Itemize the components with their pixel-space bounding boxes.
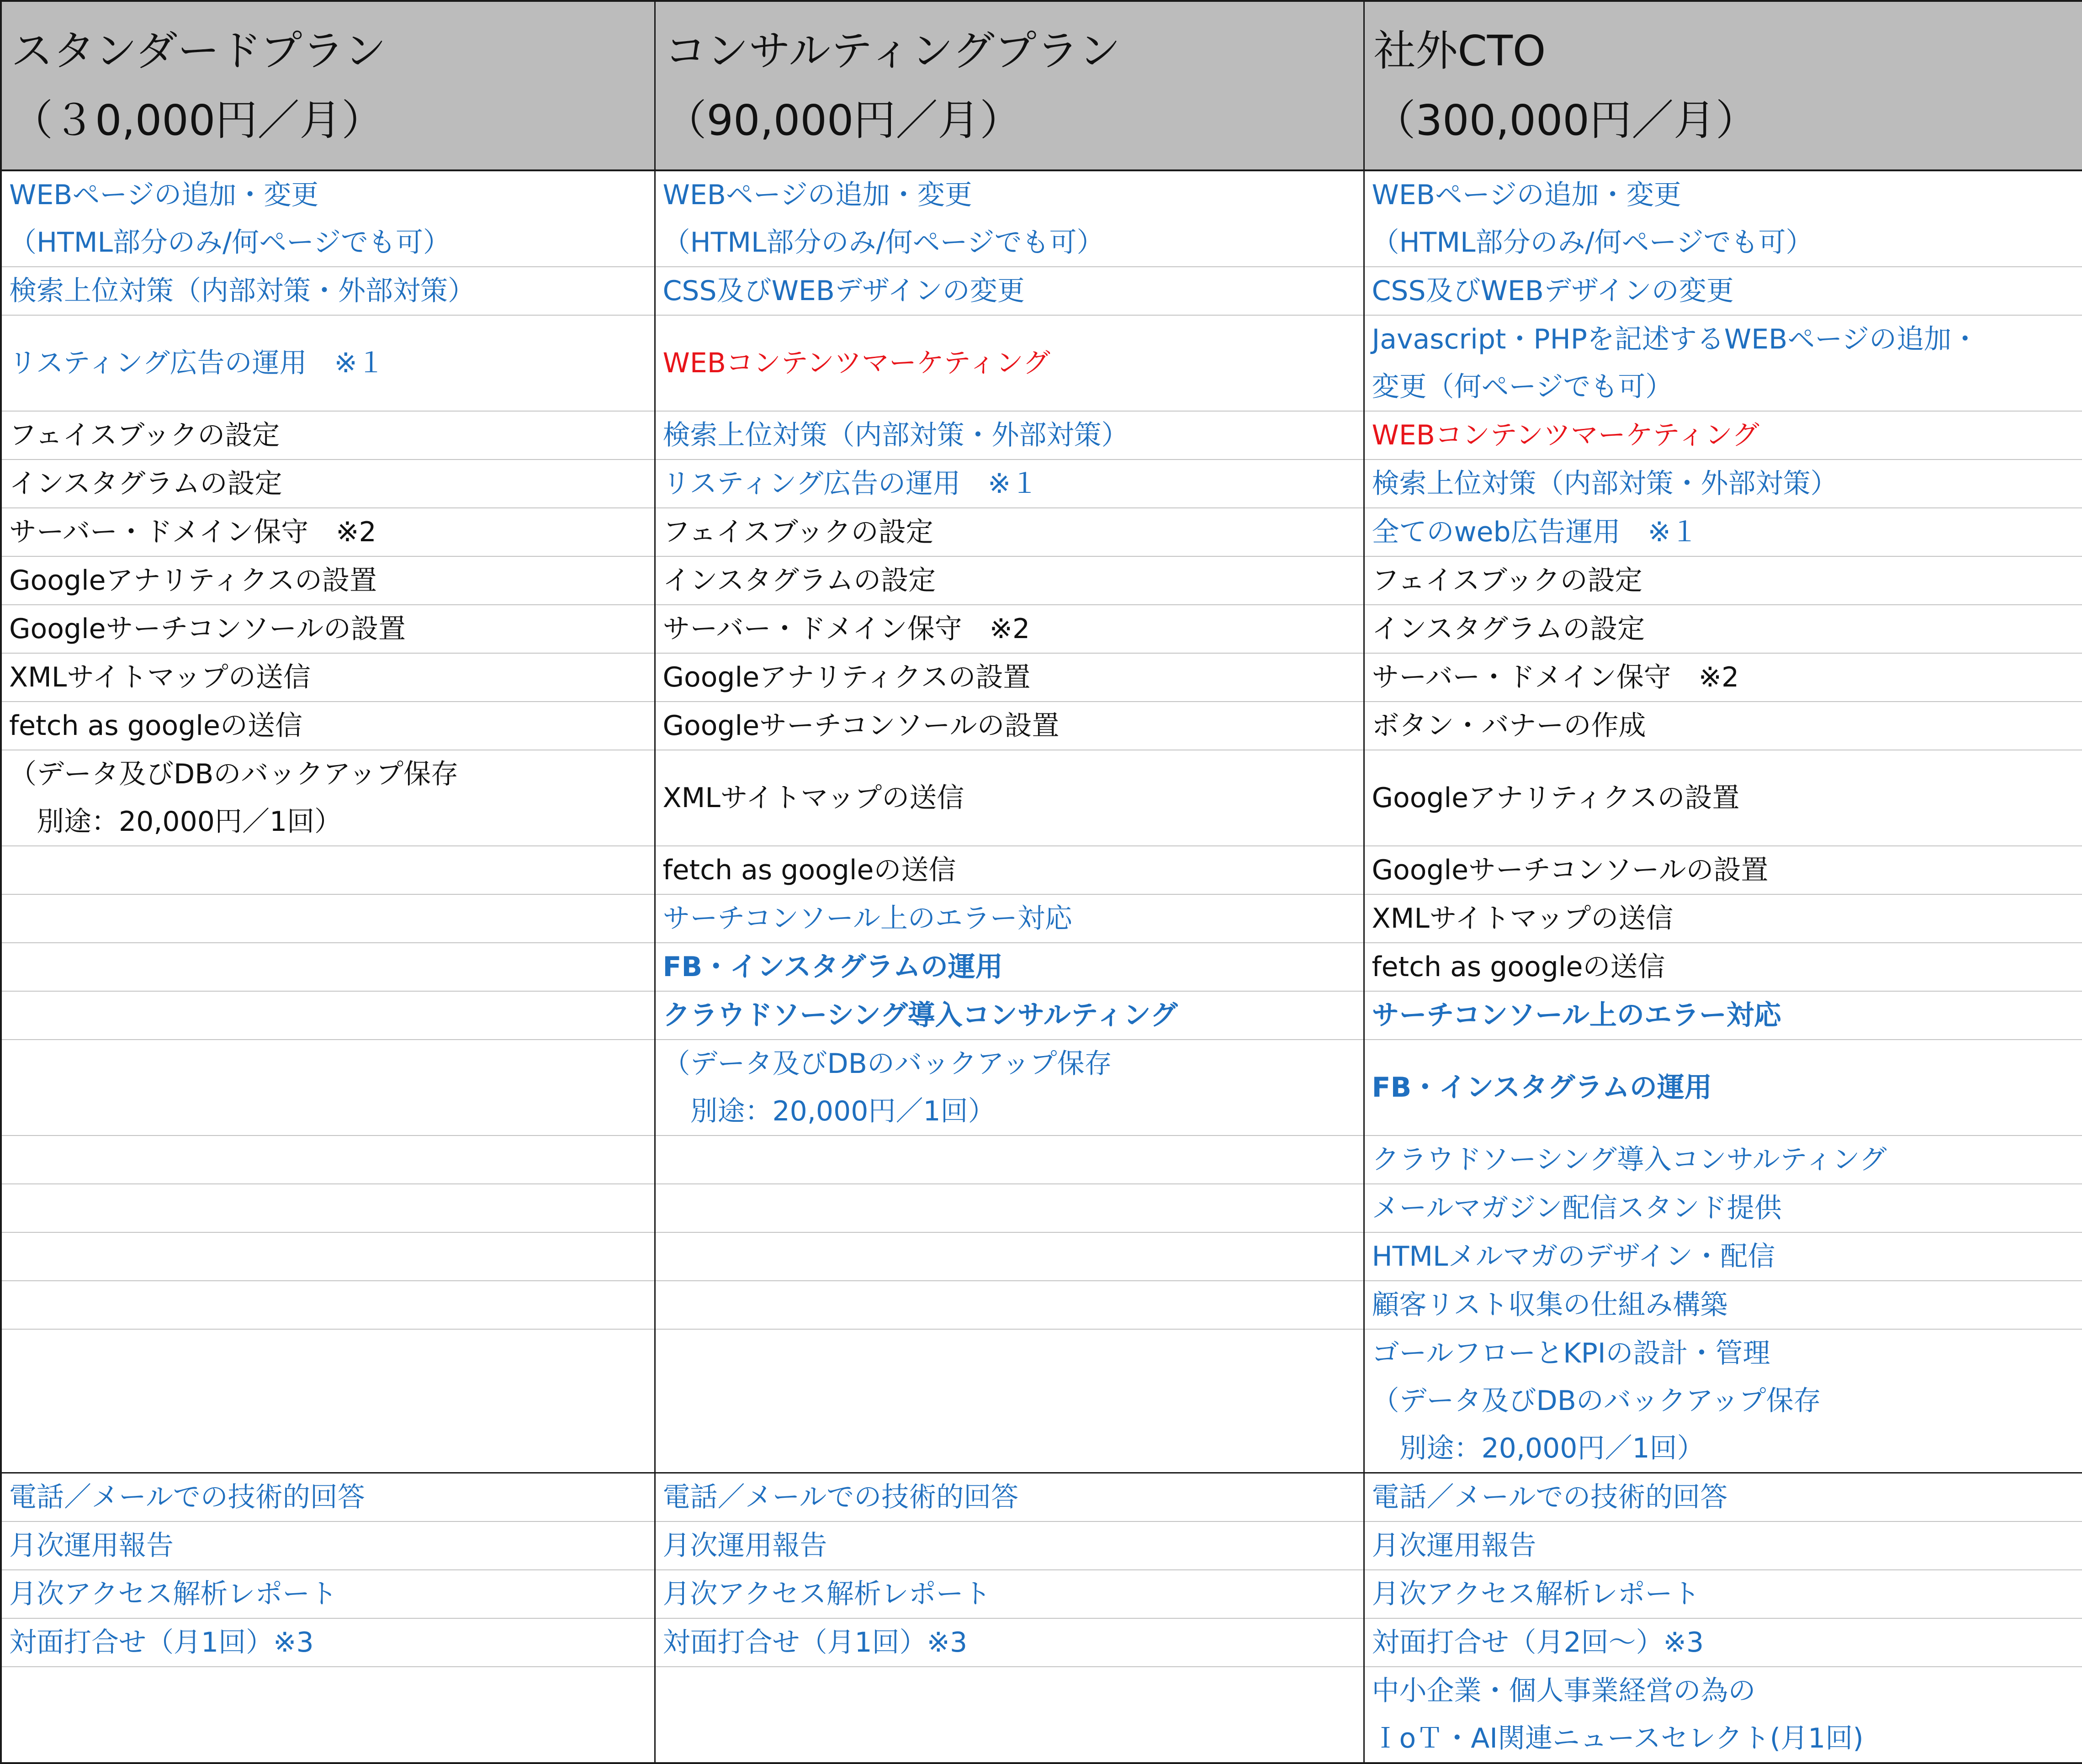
- cell-standard: [1, 605, 655, 653]
- cell-cto: [1364, 846, 2082, 894]
- table-row: [1, 1232, 2082, 1281]
- table-row: [1, 943, 2082, 991]
- cell-consulting: [655, 170, 1364, 267]
- feature-line: 月次アクセス解析レポート: [663, 1570, 1363, 1618]
- feature-line: WEBページの追加・変更: [9, 171, 654, 219]
- cell-standard: [1, 653, 655, 702]
- feature-line: フェイスブックの設定: [663, 508, 1363, 556]
- feature-line: ＩoＴ・AI関連ニュースセレクト(月1回): [1372, 1715, 2082, 1762]
- cell-cto: [1364, 1329, 2082, 1473]
- table-row: [1, 750, 2082, 846]
- cell-cto: [1364, 653, 2082, 702]
- feature-line: Googleサーチコンソールの設置: [9, 605, 654, 653]
- cell-cto: [1364, 991, 2082, 1040]
- table-row: [1, 1136, 2082, 1184]
- feature-line: （HTML部分のみ/何ページでも可）: [1372, 219, 2082, 266]
- cell-consulting: [655, 1473, 1364, 1522]
- feature-line: CSS及びWEBデザインの変更: [663, 267, 1363, 315]
- plan-price: （90,000円／月）: [665, 86, 1363, 155]
- table-row: [1, 1184, 2082, 1232]
- feature-line: WEBコンテンツマーケティング: [663, 339, 1363, 387]
- plan-name: コンサルティングプラン: [665, 16, 1363, 86]
- cell-standard: [1, 556, 655, 605]
- cell-cto: [1364, 411, 2082, 459]
- cell-standard: [1, 1040, 655, 1136]
- cell-standard: [1, 411, 655, 459]
- feature-line: FB・インスタグラムの運用: [1372, 1064, 2082, 1111]
- cell-standard: [1, 1521, 655, 1570]
- cell-consulting: [655, 750, 1364, 846]
- feature-line: 別途：20,000円／1回）: [9, 798, 654, 845]
- cell-consulting: [655, 702, 1364, 750]
- table-row: [1, 267, 2082, 315]
- feature-line: 月次運用報告: [663, 1522, 1363, 1569]
- feature-line: WEBページの追加・変更: [663, 171, 1363, 219]
- table-row: [1, 846, 2082, 894]
- feature-line: インスタグラムの設定: [9, 460, 654, 507]
- feature-line: 別途：20,000円／1回）: [1372, 1425, 2082, 1472]
- cell-consulting: [655, 1521, 1364, 1570]
- cell-consulting: [655, 1570, 1364, 1618]
- cell-consulting: [655, 1667, 1364, 1763]
- feature-line: 顧客リスト収集の仕組み構築: [1372, 1281, 2082, 1329]
- feature-line: fetch as googleの送信: [663, 846, 1363, 894]
- table-row: [1, 1473, 2082, 1522]
- table-row: [1, 508, 2082, 556]
- cell-standard: [1, 508, 655, 556]
- table-row: [1, 991, 2082, 1040]
- feature-line: 電話／メールでの技術的回答: [9, 1474, 654, 1521]
- table-row: [1, 702, 2082, 750]
- table-row: [1, 315, 2082, 411]
- cell-cto: [1364, 702, 2082, 750]
- feature-line: （データ及びDBのバックアップ保存: [663, 1040, 1363, 1088]
- table-row: [1, 411, 2082, 459]
- cell-consulting: [655, 1040, 1364, 1136]
- feature-line: 変更（何ページでも可）: [1372, 363, 2082, 411]
- feature-line: XMLサイトマップの送信: [1372, 895, 2082, 942]
- cell-consulting: [655, 991, 1364, 1040]
- feature-line: XMLサイトマップの送信: [9, 654, 654, 701]
- table-row: [1, 1281, 2082, 1329]
- cell-standard: [1, 267, 655, 315]
- cell-standard: [1, 1232, 655, 1281]
- cell-cto: [1364, 943, 2082, 991]
- table-row: [1, 605, 2082, 653]
- feature-line: Googleアナリティクスの設置: [9, 557, 654, 604]
- cell-consulting: [655, 1281, 1364, 1329]
- feature-line: （データ及びDBのバックアップ保存: [1372, 1377, 2082, 1425]
- feature-line: 中小企業・個人事業経営の為の: [1372, 1667, 2082, 1715]
- feature-line: Googleアナリティクスの設置: [1372, 774, 2082, 822]
- feature-line: フェイスブックの設定: [9, 412, 654, 459]
- cell-cto: [1364, 1521, 2082, 1570]
- feature-line: Googleサーチコンソールの設置: [1372, 846, 2082, 894]
- feature-line: インスタグラムの設定: [663, 557, 1363, 604]
- cell-standard: [1, 702, 655, 750]
- plan-price: （300,000円／月）: [1374, 86, 2082, 155]
- cell-standard: [1, 1618, 655, 1667]
- cell-cto: [1364, 1232, 2082, 1281]
- feature-line: サーチコンソール上のエラー対応: [663, 895, 1363, 942]
- feature-line: 月次運用報告: [1372, 1522, 2082, 1569]
- table-row: [1, 459, 2082, 508]
- table-row: [1, 1618, 2082, 1667]
- header-standard-plan: [1, 1, 655, 170]
- cell-standard: [1, 170, 655, 267]
- feature-line: （HTML部分のみ/何ページでも可）: [9, 219, 654, 266]
- plan-name: 社外CTO: [1374, 16, 2082, 86]
- table-row: [1, 1521, 2082, 1570]
- cell-consulting: [655, 508, 1364, 556]
- feature-line: 月次アクセス解析レポート: [1372, 1570, 2082, 1618]
- cell-consulting: [655, 267, 1364, 315]
- cell-cto: [1364, 508, 2082, 556]
- cell-standard: [1, 943, 655, 991]
- cell-standard: [1, 315, 655, 411]
- feature-line: 全てのweb広告運用 ※１: [1372, 508, 2082, 556]
- plan-price: （３0,000円／月）: [11, 86, 654, 155]
- feature-line: WEBコンテンツマーケティング: [1372, 412, 2082, 459]
- cell-standard: [1, 1570, 655, 1618]
- cell-standard: [1, 1136, 655, 1184]
- cell-consulting: [655, 653, 1364, 702]
- cell-consulting: [655, 556, 1364, 605]
- feature-line: 検索上位対策（内部対策・外部対策）: [9, 267, 654, 315]
- table-row: [1, 1667, 2082, 1763]
- header-cto-plan: [1364, 1, 2082, 170]
- feature-line: 電話／メールでの技術的回答: [1372, 1474, 2082, 1521]
- cell-standard: [1, 894, 655, 943]
- cell-consulting: [655, 315, 1364, 411]
- feature-line: HTMLメルマガのデザイン・配信: [1372, 1233, 2082, 1280]
- table-row: [1, 556, 2082, 605]
- cell-standard: [1, 1329, 655, 1473]
- cell-cto: [1364, 170, 2082, 267]
- cell-consulting: [655, 1184, 1364, 1232]
- cell-cto: [1364, 1281, 2082, 1329]
- table-row: [1, 894, 2082, 943]
- table-row: [1, 170, 2082, 267]
- feature-line: 対面打合せ（月1回）※3: [663, 1619, 1363, 1666]
- cell-cto: [1364, 1570, 2082, 1618]
- feature-line: ボタン・バナーの作成: [1372, 702, 2082, 750]
- feature-line: Googleサーチコンソールの設置: [663, 702, 1363, 750]
- feature-line: 別途：20,000円／1回）: [663, 1088, 1363, 1135]
- cell-cto: [1364, 605, 2082, 653]
- cell-consulting: [655, 459, 1364, 508]
- cell-standard: [1, 459, 655, 508]
- cell-cto: [1364, 1618, 2082, 1667]
- feature-line: クラウドソーシング導入コンサルティング: [663, 992, 1363, 1039]
- cell-consulting: [655, 1329, 1364, 1473]
- cell-standard: [1, 750, 655, 846]
- cell-cto: [1364, 315, 2082, 411]
- feature-line: WEBページの追加・変更: [1372, 171, 2082, 219]
- table-row: [1, 1570, 2082, 1618]
- header-row: [1, 1, 2082, 170]
- cell-cto: [1364, 459, 2082, 508]
- header-consulting-plan: [655, 1, 1364, 170]
- cell-standard: [1, 846, 655, 894]
- cell-cto: [1364, 1040, 2082, 1136]
- cell-cto: [1364, 556, 2082, 605]
- cell-consulting: [655, 1136, 1364, 1184]
- feature-line: リスティング広告の運用 ※１: [9, 339, 654, 387]
- cell-consulting: [655, 605, 1364, 653]
- cell-consulting: [655, 411, 1364, 459]
- feature-line: 対面打合せ（月2回〜）※3: [1372, 1619, 2082, 1666]
- feature-line: メールマガジン配信スタンド提供: [1372, 1184, 2082, 1232]
- cell-cto: [1364, 1667, 2082, 1763]
- table-row: [1, 1040, 2082, 1136]
- feature-line: fetch as googleの送信: [1372, 943, 2082, 991]
- feature-line: リスティング広告の運用 ※１: [663, 460, 1363, 507]
- feature-line: Googleアナリティクスの設置: [663, 654, 1363, 701]
- feature-line: FB・インスタグラムの運用: [663, 943, 1363, 991]
- cell-standard: [1, 991, 655, 1040]
- table-row: [1, 1329, 2082, 1473]
- feature-line: インスタグラムの設定: [1372, 605, 2082, 653]
- feature-line: 月次運用報告: [9, 1522, 654, 1569]
- plan-name: スタンダードプラン: [11, 16, 654, 86]
- feature-line: 対面打合せ（月1回）※3: [9, 1619, 654, 1666]
- feature-line: XMLサイトマップの送信: [663, 774, 1363, 822]
- cell-standard: [1, 1281, 655, 1329]
- feature-line: （HTML部分のみ/何ページでも可）: [663, 219, 1363, 266]
- feature-line: Javascript・PHPを記述するWEBページの追加・: [1372, 316, 2082, 363]
- feature-line: CSS及びWEBデザインの変更: [1372, 267, 2082, 315]
- cell-consulting: [655, 1232, 1364, 1281]
- feature-line: サーバー・ドメイン保守 ※2: [9, 508, 654, 556]
- cell-standard: [1, 1184, 655, 1232]
- feature-line: フェイスブックの設定: [1372, 557, 2082, 604]
- feature-line: 電話／メールでの技術的回答: [663, 1474, 1363, 1521]
- cell-consulting: [655, 943, 1364, 991]
- feature-line: サーバー・ドメイン保守 ※2: [663, 605, 1363, 653]
- cell-consulting: [655, 894, 1364, 943]
- feature-line: 月次アクセス解析レポート: [9, 1570, 654, 1618]
- feature-line: 検索上位対策（内部対策・外部対策）: [1372, 460, 2082, 507]
- feature-line: サーチコンソール上のエラー対応: [1372, 992, 2082, 1039]
- cell-cto: [1364, 267, 2082, 315]
- table-row: [1, 653, 2082, 702]
- cell-cto: [1364, 1184, 2082, 1232]
- feature-line: ゴールフローとKPIの設計・管理: [1372, 1330, 2082, 1377]
- cell-consulting: [655, 846, 1364, 894]
- feature-line: クラウドソーシング導入コンサルティング: [1372, 1136, 2082, 1183]
- cell-standard: [1, 1473, 655, 1522]
- feature-line: （データ及びDBのバックアップ保存: [9, 750, 654, 798]
- feature-line: fetch as googleの送信: [9, 702, 654, 750]
- cell-standard: [1, 1667, 655, 1763]
- cell-cto: [1364, 1136, 2082, 1184]
- feature-line: 検索上位対策（内部対策・外部対策）: [663, 412, 1363, 459]
- cell-cto: [1364, 894, 2082, 943]
- cell-consulting: [655, 1618, 1364, 1667]
- cell-cto: [1364, 1473, 2082, 1522]
- feature-line: サーバー・ドメイン保守 ※2: [1372, 654, 2082, 701]
- cell-cto: [1364, 750, 2082, 846]
